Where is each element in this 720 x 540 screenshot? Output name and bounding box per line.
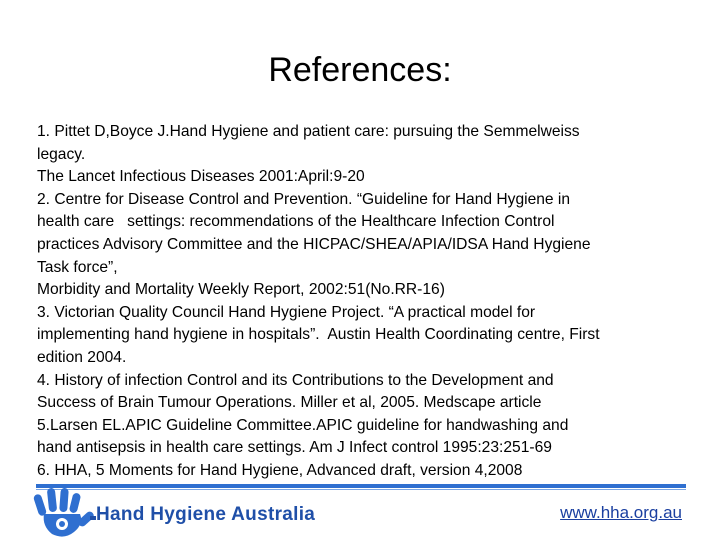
website-link[interactable]: www.hha.org.au (560, 503, 682, 522)
reference-line: 1. Pittet D,Boyce J.Hand Hygiene and patient care: pursuing the Semmelweiss (37, 123, 580, 140)
reference-line: health care settings: recommendations of the Healthcare Infection Control (37, 213, 555, 231)
reference-line: 4. History of infection Control and its Contributions to the Development and (37, 371, 554, 389)
reference-line: The Lancet Infectious Diseases 2001:April:9-20 (37, 168, 365, 186)
reference-line: hand antisepsis in health care settings. Am J Infect control 1995:23:251-69 (37, 439, 552, 457)
reference-line: practices Advisory Committee and the HICPAC/SHEA/APIA/IDSA Hand Hygiene (37, 235, 591, 253)
reference-line: 3. Victorian Quality Council Hand Hygiene Project. “A practical model for (37, 303, 536, 321)
reference-line: 6. HHA, 5 Moments for Hand Hygiene, Advanced draft, version 4,2008 (37, 461, 523, 479)
reference-line: 5.Larsen EL.APIC Guideline Committee.APIC guideline for handwashing and (37, 416, 569, 434)
slide-title: References: (268, 51, 452, 89)
reference-line: edition 2004. (37, 348, 127, 366)
reference-line: Morbidity and Mortality Weekly Report, 2002:51(No.RR-16) (37, 281, 445, 299)
reference-line: Success of Brain Tumour Operations. Miller et al, 2005. Medscape article (37, 394, 542, 412)
reference-line: implementing hand hygiene in hospitals”. Austin Health Coordinating centre, First (37, 326, 600, 344)
reference-list (37, 121, 702, 483)
logo-wordmark: Hand Hygiene Australia (96, 504, 316, 525)
reference-line: legacy. (37, 145, 86, 163)
reference-line: Task force”, (37, 258, 118, 276)
reference-line: 2. Centre for Disease Control and Prevention. “Guideline for Hand Hygiene in (37, 190, 571, 208)
